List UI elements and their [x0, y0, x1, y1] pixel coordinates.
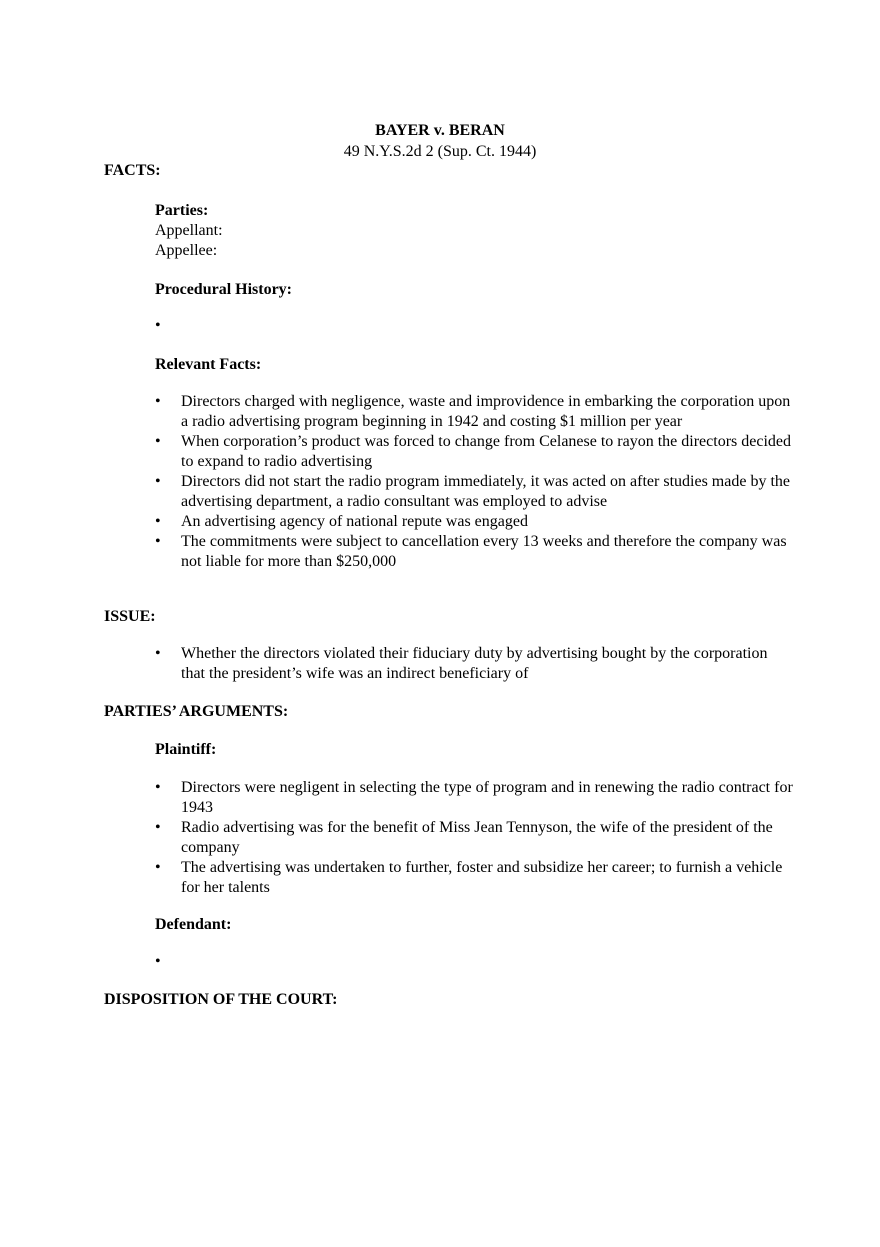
issue-heading: ISSUE: — [104, 608, 156, 625]
list-item: • Directors charged with negligence, waste and improvidence in embarking the corporation upon a radio advertising program beginning in 1942 and costing $1 million per year — [155, 392, 795, 432]
list-item: • The commitments were subject to cancellation every 13 weeks and therefore the company was not liable for more than $250,000 — [155, 532, 795, 572]
defendant-heading: Defendant: — [155, 916, 232, 933]
appellant-label: Appellant: — [155, 222, 223, 239]
list-item: • An advertising agency of national repute was engaged — [155, 512, 795, 532]
plaintiff-heading: Plaintiff: — [155, 741, 217, 758]
facts-heading: FACTS: — [104, 162, 161, 179]
arguments-heading: PARTIES’ ARGUMENTS: — [104, 703, 289, 720]
appellee-label: Appellee: — [155, 242, 218, 259]
list-item: • Directors did not start the radio program immediately, it was acted on after studies made by the advertising department, a radio consultant was employed to advise — [155, 472, 795, 512]
parties-heading: Parties: — [155, 202, 209, 219]
list-item: • When corporation’s product was forced to change from Celanese to rayon the directors decided to expand to radio advertising — [155, 432, 795, 472]
list-item: • Radio advertising was for the benefit of Miss Jean Tennyson, the wife of the president of the company — [155, 818, 795, 858]
case-title: BAYER v. BERAN — [375, 122, 505, 139]
list-item: • The advertising was undertaken to further, foster and subsidize her career; to furnish a vehicle for her talents — [155, 858, 795, 898]
list-item: • Directors were negligent in selecting the type of program and in renewing the radio contract for 1943 — [155, 778, 795, 818]
case-citation: 49 N.Y.S.2d 2 (Sup. Ct. 1944) — [343, 143, 537, 160]
list-item: • Whether the directors violated their fiduciary duty by advertising bought by the corporation that the president’s wife was an indirect beneficiary of — [155, 644, 795, 684]
procedural-history-bullet: • — [155, 317, 161, 334]
issue-list — [155, 644, 795, 684]
defendant-bullet: • — [155, 953, 161, 970]
relevant-facts-list — [155, 392, 795, 572]
disposition-heading: DISPOSITION OF THE COURT: — [104, 991, 338, 1008]
procedural-history-heading: Procedural History: — [155, 281, 293, 298]
relevant-facts-heading: Relevant Facts: — [155, 356, 262, 373]
plaintiff-list — [155, 778, 795, 898]
